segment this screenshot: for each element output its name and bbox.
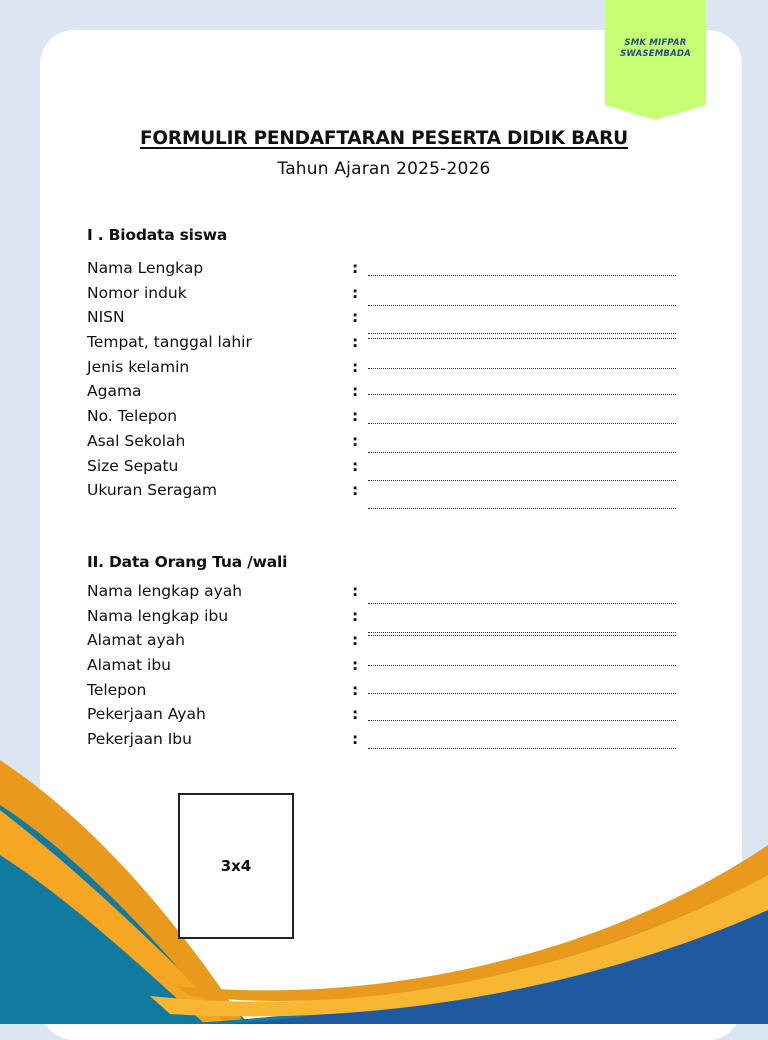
field-label: Nama lengkap ibu bbox=[87, 606, 229, 625]
field-label: Tempat, tanggal lahir bbox=[87, 333, 252, 352]
field-colon: : bbox=[352, 308, 359, 327]
fill-line[interactable] bbox=[368, 635, 676, 636]
field-colon: : bbox=[352, 431, 359, 450]
decorative-waves bbox=[0, 760, 768, 1024]
field-row bbox=[87, 729, 687, 754]
field-colon: : bbox=[352, 283, 359, 302]
field-colon: : bbox=[352, 407, 359, 426]
field-label: Alamat ibu bbox=[87, 656, 171, 675]
field-row bbox=[87, 307, 687, 332]
field-label: Asal Sekolah bbox=[87, 431, 186, 450]
field-colon: : bbox=[352, 680, 359, 699]
fill-line[interactable] bbox=[368, 693, 676, 694]
field-row bbox=[87, 456, 687, 481]
field-row bbox=[87, 606, 687, 631]
field-colon: : bbox=[352, 382, 359, 401]
parent-fields bbox=[87, 581, 687, 754]
field-label: Jenis kelamin bbox=[87, 357, 190, 376]
field-colon: : bbox=[352, 481, 359, 500]
field-colon: : bbox=[352, 333, 359, 352]
field-colon: : bbox=[352, 357, 359, 376]
field-label: Size Sepatu bbox=[87, 456, 179, 475]
photo-placeholder[interactable] bbox=[178, 793, 294, 939]
school-name-badge bbox=[605, 38, 706, 60]
section-biodata-heading: I . Biodata siswa bbox=[87, 226, 228, 244]
section-parents-heading: II. Data Orang Tua /wali bbox=[87, 553, 288, 571]
field-row bbox=[87, 381, 687, 406]
fill-line[interactable] bbox=[368, 603, 676, 604]
fill-line[interactable] bbox=[368, 275, 676, 276]
field-row bbox=[87, 680, 687, 705]
field-label: Nama Lengkap bbox=[87, 259, 204, 277]
field-colon: : bbox=[352, 705, 359, 724]
fill-line[interactable] bbox=[368, 368, 676, 369]
field-colon: : bbox=[352, 582, 359, 600]
field-label: Alamat ayah bbox=[87, 631, 186, 650]
school-name-line1: SMK MIFPAR bbox=[624, 38, 687, 48]
field-label: NISN bbox=[87, 308, 125, 327]
field-colon: : bbox=[352, 259, 359, 277]
fill-line[interactable] bbox=[368, 720, 676, 721]
school-name-line2: SWASEMBADA bbox=[620, 49, 691, 59]
field-label: Pekerjaan Ibu bbox=[87, 730, 192, 749]
field-row bbox=[87, 480, 687, 505]
fill-line[interactable] bbox=[368, 508, 676, 509]
school-badge-ribbon bbox=[605, 0, 706, 120]
field-row bbox=[87, 406, 687, 431]
biodata-fields bbox=[87, 258, 687, 505]
field-row bbox=[87, 357, 687, 382]
field-row bbox=[87, 258, 687, 283]
field-colon: : bbox=[352, 456, 359, 475]
field-label: Telepon bbox=[87, 680, 147, 699]
field-label: Nama lengkap ayah bbox=[87, 582, 243, 600]
field-colon: : bbox=[352, 730, 359, 749]
field-row bbox=[87, 655, 687, 680]
field-row bbox=[87, 332, 687, 357]
academic-year: Tahun Ajaran 2025-2026 bbox=[277, 159, 491, 179]
field-row bbox=[87, 581, 687, 606]
field-colon: : bbox=[352, 606, 359, 625]
field-row bbox=[87, 704, 687, 729]
photo-size-label: 3x4 bbox=[220, 857, 252, 875]
fill-line[interactable] bbox=[368, 452, 676, 453]
field-colon: : bbox=[352, 656, 359, 675]
fill-line[interactable] bbox=[368, 423, 676, 424]
field-label: Nomor induk bbox=[87, 283, 187, 302]
field-label: No. Telepon bbox=[87, 407, 178, 426]
fill-line[interactable] bbox=[368, 338, 676, 339]
fill-line[interactable] bbox=[368, 394, 676, 395]
field-label: Agama bbox=[87, 382, 142, 401]
fill-line[interactable] bbox=[368, 305, 676, 306]
field-label: Ukuran Seragam bbox=[87, 481, 217, 500]
field-colon: : bbox=[352, 631, 359, 650]
form-title: FORMULIR PENDAFTARAN PESERTA DIDIK BARU bbox=[139, 128, 629, 149]
fill-line[interactable] bbox=[368, 748, 676, 749]
field-label: Pekerjaan Ayah bbox=[87, 705, 206, 724]
field-row bbox=[87, 283, 687, 308]
field-row bbox=[87, 630, 687, 655]
field-row bbox=[87, 431, 687, 456]
fill-line[interactable] bbox=[368, 665, 676, 666]
